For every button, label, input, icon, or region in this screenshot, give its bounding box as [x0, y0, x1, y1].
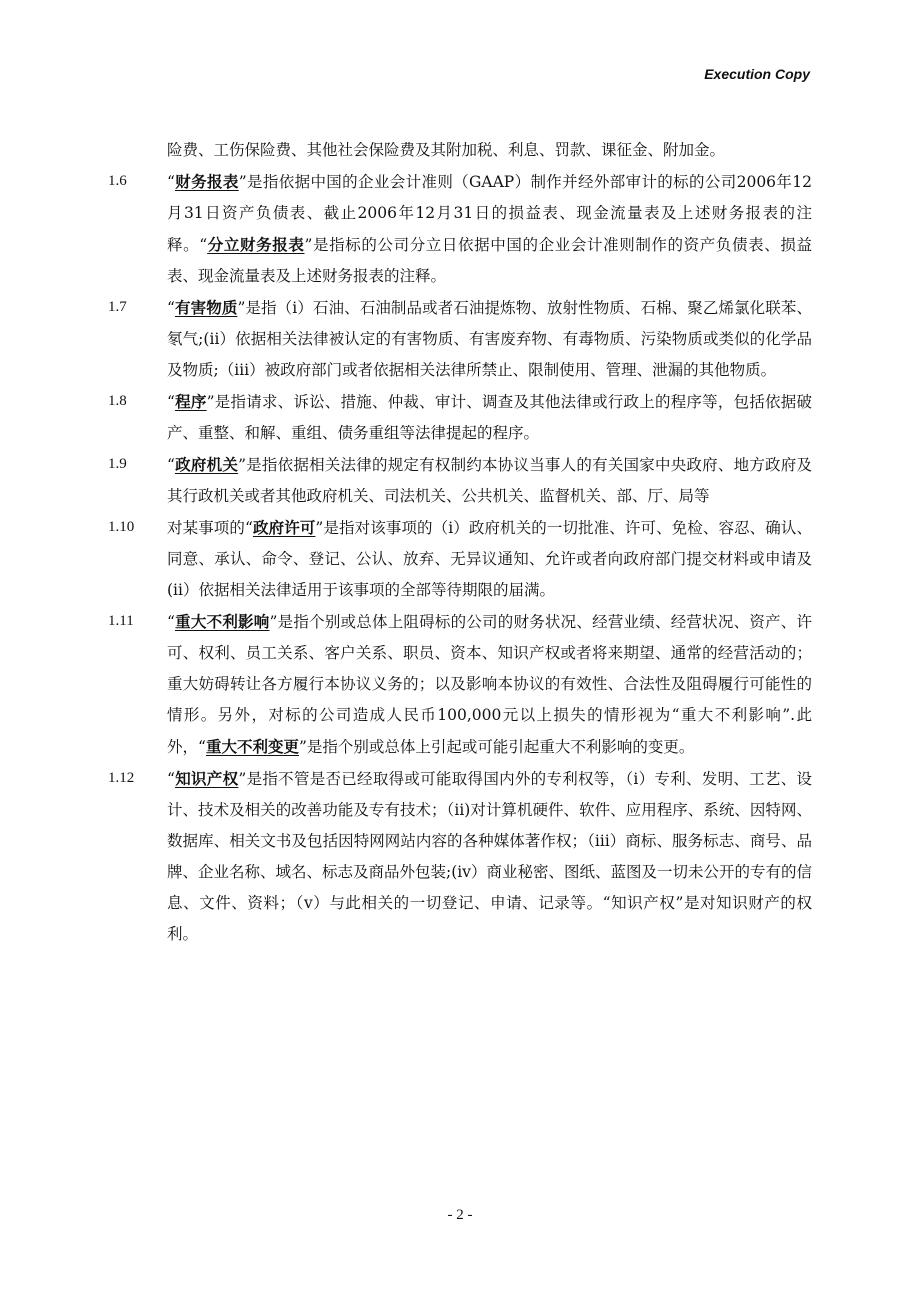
clause-text: ”是指个别或总体上阻碍标的公司的财务状况、经营业绩、经营状况、资产、许可、权利、员工关系、客户关系、职员、资本、知识产权或者将来期望、通常的经营活动的；重大妨碍转让各方履行本协议义务的；以及影响本协议的有效性、合法性及阻碍履行可能性的情形。另外，对标的公司造成人民币100,000元以上损失的情形视为“重大不利影响”.此外，“ [167, 613, 812, 756]
clause-text: ”是指标的公司分立日依据中国的企业会计准则制作的资产负债表、损益表、现金流量表及上述财务报表的注释。 [167, 236, 812, 285]
clause-text: ”是指请求、诉讼、措施、仲裁、审计、调查及其他法律或行政上的程序等，包括依据破产、重整、和解、重组、债务重组等法律提起的程序。 [167, 393, 812, 442]
clause-1-12 [108, 763, 812, 950]
clause-number: 1.7 [108, 299, 127, 315]
clause-text: “ [167, 393, 175, 411]
clause-text: ”是指个别或总体上引起或可能引起重大不利影响的变更。 [298, 738, 695, 756]
defined-term: 财务报表 [174, 172, 239, 191]
clause-1-10 [108, 512, 812, 606]
clause-1-6 [108, 166, 812, 292]
defined-term: 重大不利影响 [174, 612, 270, 631]
defined-term: 程序 [174, 392, 207, 411]
clause-text: 对某事项的“ [167, 519, 253, 537]
clause-number: 1.10 [108, 519, 135, 535]
clause-text: “ [167, 299, 175, 317]
document-header: Execution Copy [704, 66, 810, 82]
clause-1-8 [108, 386, 812, 449]
defined-term: 有害物质 [174, 298, 238, 317]
clause-text: ”是指依据中国的企业会计准则（GAAP）制作并经外部审计的标的公司2006年12月31日资产负债表、截止2006年12月31日的损益表、现金流量表及上述财务报表的注释。“ [167, 173, 812, 254]
clause-text: 险费、工伤保险费、其他社会保险费及其附加税、利息、罚款、课征金、附加金。 [167, 141, 726, 159]
document-body [108, 135, 812, 950]
defined-term: 政府许可 [252, 518, 316, 537]
clause-text: “ [167, 613, 175, 631]
defined-term: 分立财务报表 [207, 235, 305, 254]
clause-1-7 [108, 292, 812, 386]
page-number: - 2 - [447, 1207, 473, 1223]
clause-number: 1.9 [108, 456, 127, 472]
clause-text: “ [167, 456, 175, 474]
clause-number: 1.12 [108, 770, 135, 786]
defined-term: 知识产权 [174, 769, 239, 788]
clause-text: ”是指（ⅰ）石油、石油制品或者石油提炼物、放射性物质、石棉、聚乙烯氯化联苯、氡气;(ⅱ）依据相关法律被认定的有害物质、有害废弃物、有毒物质、污染物质或类似的化学品及物质;（ⅲ）被政府部门或者依据相关法律所禁止、限制使用、管理、泄漏的其他物质。 [167, 299, 812, 379]
clause-continuation [108, 135, 812, 166]
defined-term: 政府机关 [174, 455, 239, 474]
clause-text: ”是指对该事项的（ⅰ）政府机关的一切批准、许可、免检、容忍、确认、同意、承认、命令、登记、公认、放弃、无异议通知、允许或者向政府部门提交材料或申请及(ⅱ）依据相关法律适用于该事项的全部等待期限的届满。 [167, 519, 812, 599]
clause-text: ”是指不管是否已经取得或可能取得国内外的专利权等，（ⅰ）专利、发明、工艺、设计、技术及相关的改善功能及专有技术；（ⅱ)对计算机硬件、软件、应用程序、系统、因特网、数据库、相关文书及包括因特网网站内容的各种媒体著作权；（ⅲ）商标、服务标志、商号、品牌、企业名称、域名、标志及商品外包装;(ⅳ）商业秘密、图纸、蓝图及一切未公开的专有的信息、文件、资料；（ⅴ）与此相关的一切登记、申请、记录等。“知识产权”是对知识财产的权利。 [167, 770, 812, 943]
clause-number: 1.8 [108, 393, 127, 409]
defined-term: 重大不利变更 [205, 737, 299, 756]
clause-1-11 [108, 606, 812, 763]
clause-text: “ [167, 770, 175, 788]
clause-text: ”是指依据相关法律的规定有权制约本协议当事人的有关国家中央政府、地方政府及其行政机关或者其他政府机关、司法机关、公共机关、监督机关、部、厅、局等 [167, 456, 812, 505]
clause-1-9 [108, 449, 812, 512]
clause-text: “ [167, 173, 175, 191]
clause-number: 1.6 [108, 173, 127, 189]
clause-number: 1.11 [108, 613, 134, 629]
